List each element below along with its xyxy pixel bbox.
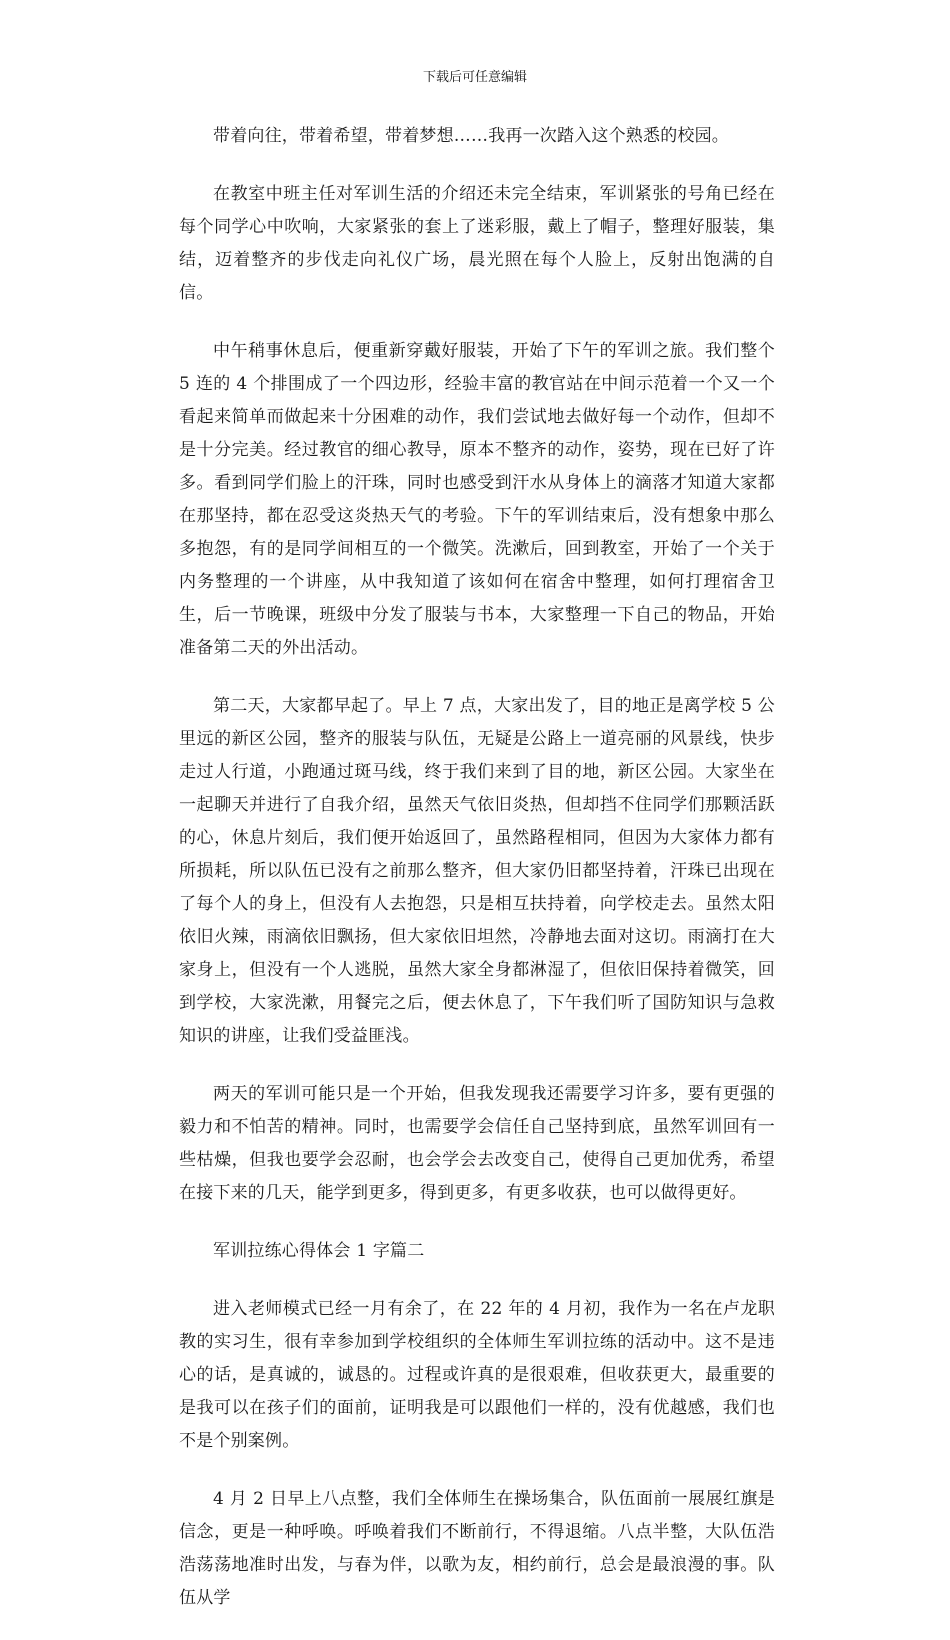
paragraph-april-second: 4 月 2 日早上八点整，我们全体师生在操场集合，队伍面前一展展红旗是信念，更是一种呼唤。呼唤着我们不断前行，不得退缩。八点半整，大队伍浩浩荡荡地准时出发，与春为伴，以歌为友，相约前行，总会是最浪漫的事。队伍从学: [179, 1489, 775, 1608]
paragraph-afternoon-training: 中午稍事休息后，便重新穿戴好服装，开始了下午的军训之旅。我们整个 5 连的 4 个排围成了一个四边形，经验丰富的教官站在中间示范着一个又一个看起来简单而做起来十分困难的动作，我们尝试地去做好每一个动作，但却不是十分完美。经过教官的细心教导，原本不整齐的动作，姿势，现在已好了许多。看到同学们脸上的汗珠，同时也感受到汗水从身体上的滴落才知道大家都在那坚持，都在忍受这炎热天气的考验。下午的军训结束后，没有想象中那么多抱怨，有的是同学间相互的一个微笑。洗漱后，回到教室，开始了一个关于内务整理的一个讲座，从中我知道了该如何在宿舍中整理，如何打理宿舍卫生，后一节晚课，班级中分发了服装与书本，大家整理一下自己的物品，开始准备第二天的外出活动。: [179, 341, 775, 658]
paragraph-teacher-mode: 进入老师模式已经一月有余了，在 22 年的 4 月初，我作为一名在卢龙职教的实习生，很有幸参加到学校组织的全体师生军训拉练的活动中。这不是违心的话，是真诚的，诚恳的。过程或许真的是很艰难，但收获更大，最重要的是我可以在孩子们的面前，证明我是可以跟他们一样的，没有优越感，我们也不是个别案例。: [179, 1299, 775, 1451]
section-heading: 军训拉练心得体会 1 字篇二: [213, 1241, 425, 1261]
document-body: [179, 120, 775, 1640]
paragraph-reflection: 两天的军训可能只是一个开始，但我发现我还需要学习许多，要有更强的毅力和不怕苦的精神。同时，也需要学会信任自己坚持到底，虽然军训回有一些枯燥，但我也要学会忍耐，也会学会去改变自己，使得自己更加优秀，希望在接下来的几天，能学到更多，得到更多，有更多收获，也可以做得更好。: [179, 1084, 775, 1203]
paragraph-second-day: 第二天，大家都早起了。早上 7 点，大家出发了，目的地正是离学校 5 公里远的新区公园，整齐的服装与队伍，无疑是公路上一道亮丽的风景线，快步走过人行道，小跑通过斑马线，终于我们来到了目的地，新区公园。大家坐在一起聊天并进行了自我介绍，虽然天气依旧炎热，但却挡不住同学们那颗活跃的心，休息片刻后，我们便开始返回了，虽然路程相同，但因为大家体力都有所损耗，所以队伍已没有之前那么整齐，但大家仍旧都坚持着，汗珠已出现在了每个人的身上，但没有人去抱怨，只是相互扶持着，向学校走去。虽然太阳依旧火辣，雨滴依旧飘扬，但大家依旧坦然，冷静地去面对这切。雨滴打在大家身上，但没有一个人逃脱，虽然大家全身都淋湿了，但依旧保持着微笑，回到学校，大家洗漱，用餐完之后，便去休息了，下午我们听了国防知识与急救知识的讲座，让我们受益匪浅。: [179, 696, 775, 1046]
paragraph-classroom: 在教室中班主任对军训生活的介绍还未完全结束，军训紧张的号角已经在每个同学心中吹响，大家紧张的套上了迷彩服，戴上了帽子，整理好服装，集结，迈着整齐的步伐走向礼仪广场，晨光照在每个人脸上，反射出饱满的自信。: [179, 184, 775, 303]
paragraph-opening: 带着向往，带着希望，带着梦想……我再一次踏入这个熟悉的校园。: [213, 126, 729, 146]
header-note: 下载后可任意编辑: [422, 70, 527, 85]
